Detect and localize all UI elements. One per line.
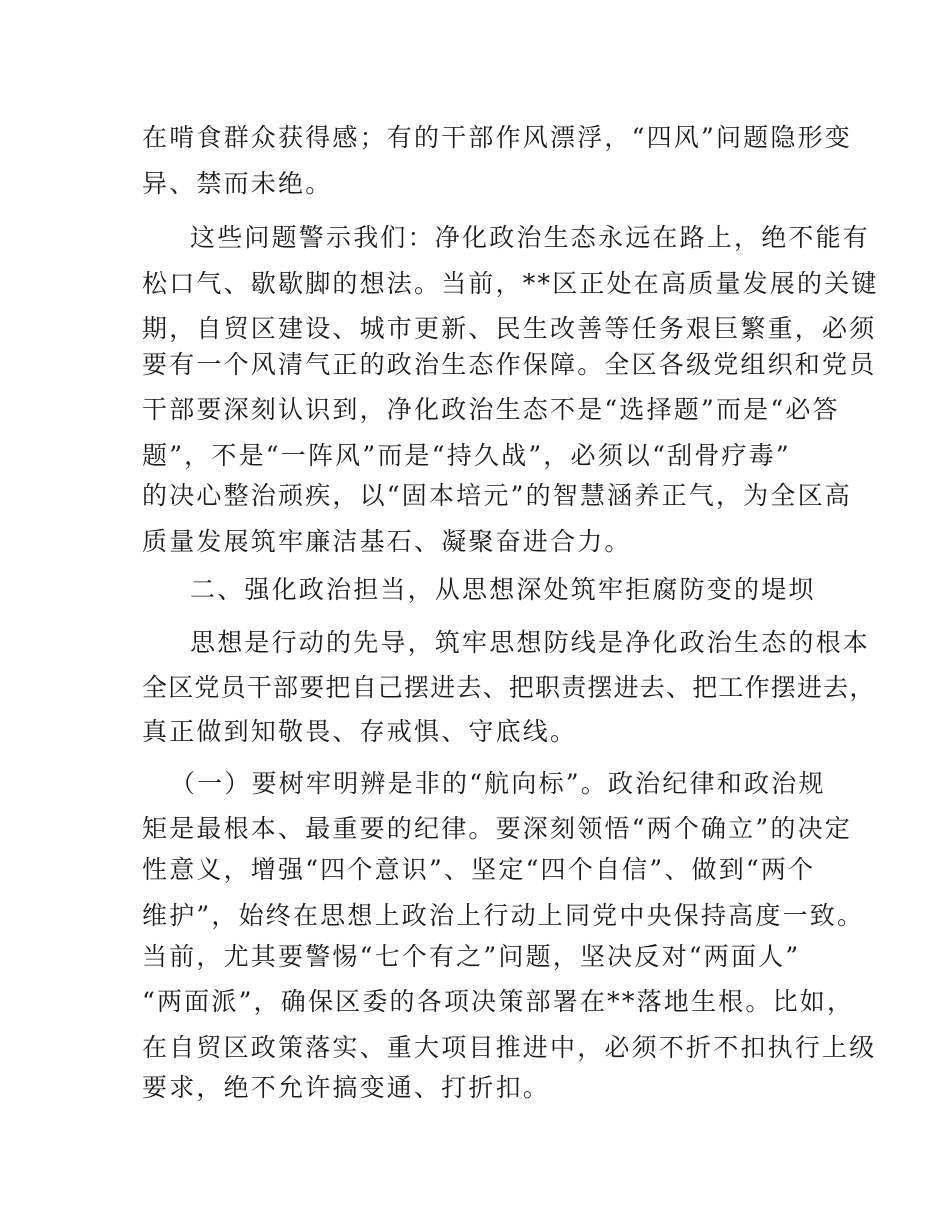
text-line: 当前，尤其要警惕“七个有之”问题，坚决反对“两面人”	[142, 942, 801, 971]
text-line: 松口气、歇歇脚的想法。当前，**区正处在高质量发展的关键	[142, 269, 879, 298]
section-heading: 二、强化政治担当，从思想深处筑牢拒腐防变的堤坝	[190, 575, 816, 604]
text-line: 这些问题警示我们：净化政治生态永远在路上，绝不能有	[190, 223, 871, 252]
text-line: 在自贸区政策落实、重大项目推进中，必须不折不扣执行上级	[142, 1033, 877, 1062]
text-line: 异、禁而未绝。	[142, 169, 333, 198]
text-line: 要有一个风清气正的政治生态作保障。全区各级党组织和党员	[142, 350, 877, 379]
text-line: 真正做到知敬畏、存戒惧、守底线。	[142, 717, 578, 746]
text-line: “两面派”，确保区委的各项决策部署在**落地生根。比如，	[142, 987, 855, 1016]
text-line: 质量发展筑牢廉洁基石、凝聚奋进合力。	[142, 527, 632, 556]
subsection-heading: （一）要树牢明辨是非的“航向标”。政治纪律和政治规	[170, 769, 826, 798]
text-line: 的决心整治顽疾，以“固本培元”的智慧涵养正气，为全区高	[142, 481, 852, 510]
text-line: 题”，不是“一阵风”而是“持久战”，必须以“刮骨疗毒”	[142, 441, 791, 470]
text-line: 性意义，增强“四个意识”、坚定“四个自信”、做到“两个	[142, 855, 816, 884]
text-line: 矩是最根本、最重要的纪律。要深刻领悟“两个确立”的决定	[142, 814, 852, 843]
text-line: 干部要深刻认识到，净化政治生态不是“选择题”而是“必答	[142, 395, 840, 424]
text-line: 要求，绝不允许搞变通、打折扣。	[142, 1073, 551, 1102]
text-line: 全区党员干部要把自己摆进去、把职责摆进去、把工作摆进去，	[142, 673, 876, 702]
text-line: 思想是行动的先导，筑牢思想防线是净化政治生态的根本	[190, 628, 871, 657]
text-line: 维护”，始终在思想上政治上行动上同党中央保持高度一致。	[142, 901, 865, 930]
text-line: 在啃食群众获得感；有的干部作风漂浮，“四风”问题隐形变	[142, 123, 852, 152]
text-line: 期，自贸区建设、城市更新、民生改善等任务艰巨繁重，必须	[142, 314, 877, 343]
